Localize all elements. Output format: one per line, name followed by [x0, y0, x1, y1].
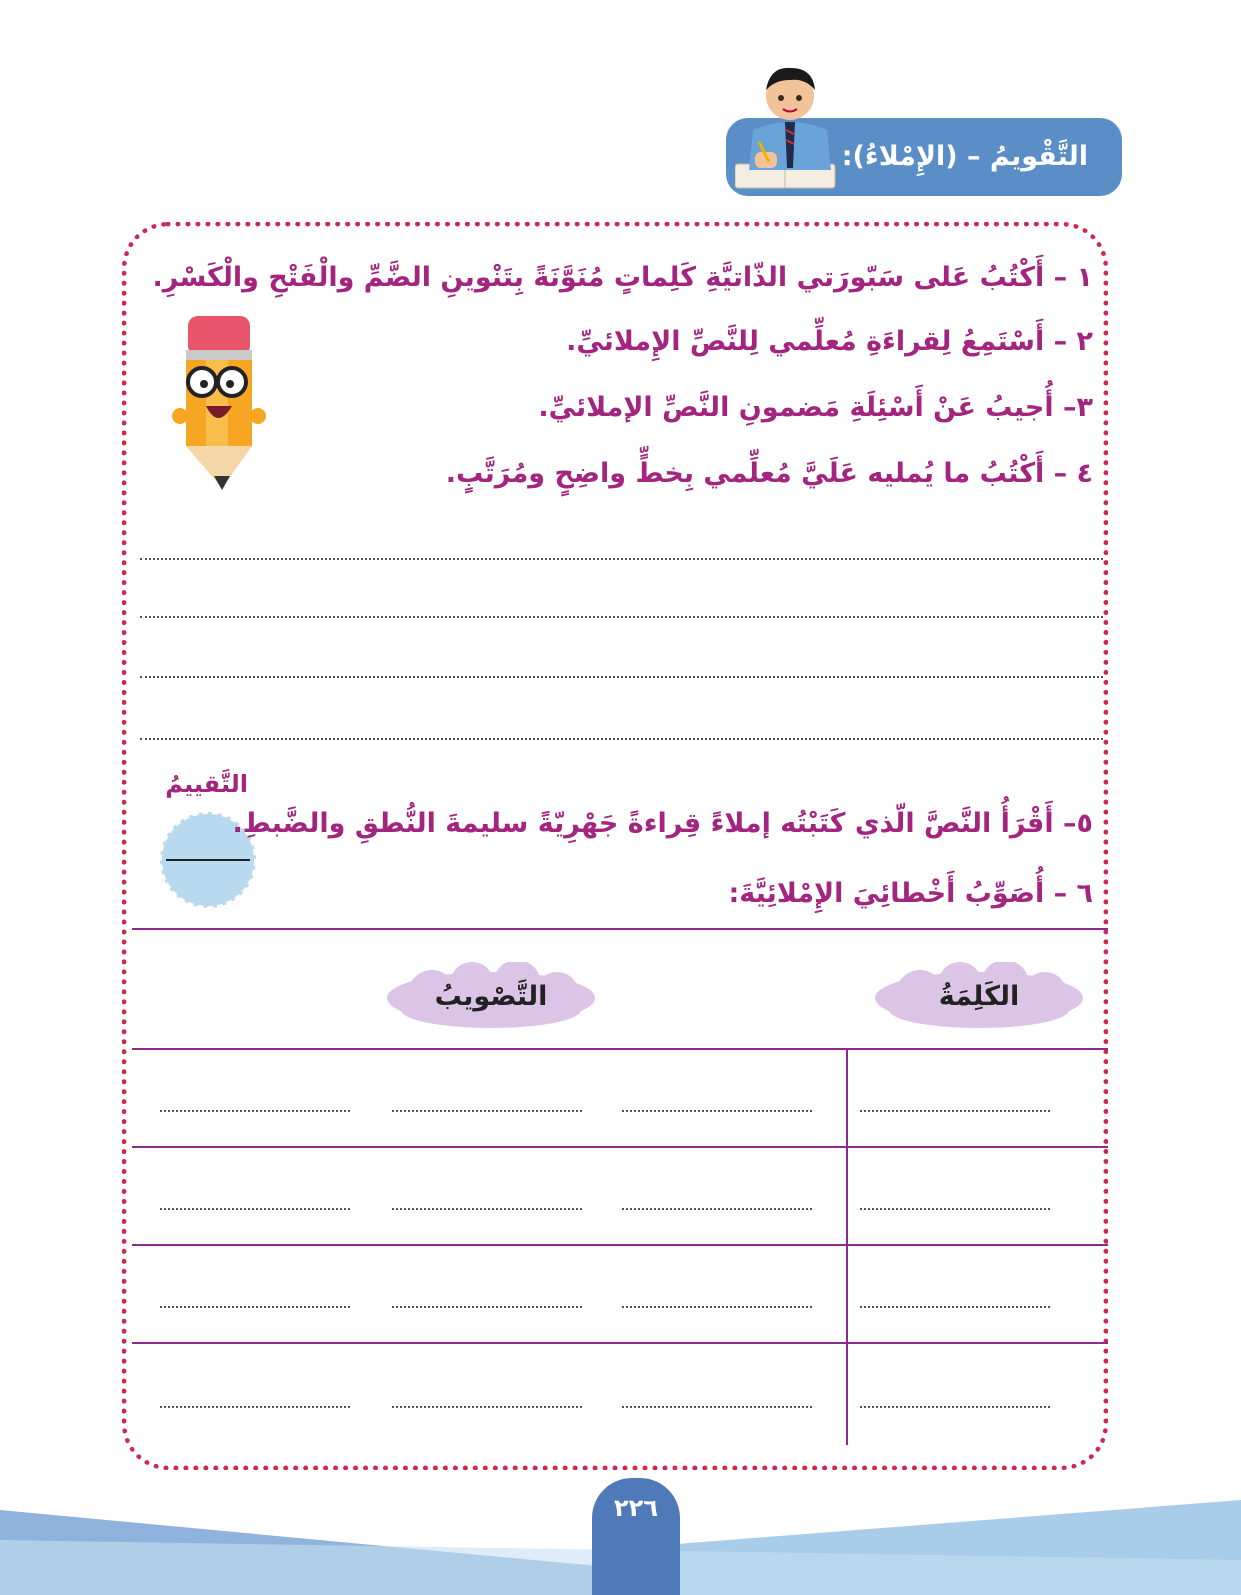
correction-entry-field[interactable]	[160, 1306, 350, 1308]
writing-line[interactable]	[140, 616, 1103, 618]
correction-entry-field[interactable]	[622, 1406, 812, 1408]
correction-entry-field[interactable]	[622, 1306, 812, 1308]
correction-column-header: التَّصْويبُ	[434, 980, 548, 1012]
correction-entry-field[interactable]	[392, 1406, 582, 1408]
word-header-cloud	[860, 962, 1098, 1030]
correction-entry-field[interactable]	[160, 1208, 350, 1210]
word-entry-field[interactable]	[860, 1406, 1050, 1408]
table-column-divider	[846, 1049, 848, 1445]
correction-entry-field[interactable]	[622, 1208, 812, 1210]
page-title: التَّقْويمُ – (الإِمْلاءُ):	[841, 141, 1088, 172]
table-row-border	[132, 1244, 1108, 1246]
correction-entry-field[interactable]	[392, 1110, 582, 1112]
rating-label: التَّقييمُ	[165, 770, 248, 798]
correction-entry-field[interactable]	[160, 1406, 350, 1408]
correction-entry-field[interactable]	[160, 1110, 350, 1112]
instruction-1: ١ – أَكْتُبُ عَلى سَبّورَتي الذّاتيَّةِ كَلِماتٍ مُنَوَّنَةً بِتَنْوينِ الضَّمِّ والْفَتْحِ والْكَسْرِ.	[152, 262, 1093, 293]
page-number: ٢٢٦	[592, 1478, 680, 1595]
word-entry-field[interactable]	[860, 1110, 1050, 1112]
instruction-5: ٥– أَقْرَأُ النَّصَّ الّذي كَتَبْتُه إملاءً قِراءةً جَهْرِيّةً سليمةَ النُّطقِ والضَّبطِ.	[232, 808, 1093, 839]
instruction-6: ٦ – أُصَوِّبُ أَخْطائِيَ الإِمْلائِيَّةَ:	[728, 878, 1093, 909]
writing-line[interactable]	[140, 558, 1103, 560]
instruction-3: ٣– أُجيبُ عَنْ أَسْئِلَةِ مَضمونِ النَّصِّ الإملائيِّ.	[538, 392, 1093, 423]
instruction-4: ٤ – أَكْتُبُ ما يُمليه عَلَيَّ مُعلِّمي بِخطٍّ واضِحٍ ومُرَتَّبٍ.	[445, 458, 1093, 489]
correction-entry-field[interactable]	[392, 1208, 582, 1210]
pencil-character-illustration	[170, 310, 270, 500]
table-row-border	[132, 1146, 1108, 1148]
table-row-border	[132, 1048, 1108, 1050]
instruction-2: ٢ – أَسْتَمِعُ لِقراءَةِ مُعلِّمي لِلنَّصِّ الإِملائيِّ.	[566, 326, 1093, 357]
word-column-header: الكَلِمَةُ	[938, 980, 1020, 1012]
writing-line[interactable]	[140, 676, 1103, 678]
word-entry-field[interactable]	[860, 1306, 1050, 1308]
boy-writing-illustration	[735, 60, 845, 200]
writing-line[interactable]	[140, 738, 1103, 740]
table-top-border	[132, 928, 1108, 930]
table-row-border	[132, 1342, 1108, 1344]
correction-entry-field[interactable]	[392, 1306, 582, 1308]
correction-header-cloud	[372, 962, 610, 1030]
correction-entry-field[interactable]	[622, 1110, 812, 1112]
word-entry-field[interactable]	[860, 1208, 1050, 1210]
